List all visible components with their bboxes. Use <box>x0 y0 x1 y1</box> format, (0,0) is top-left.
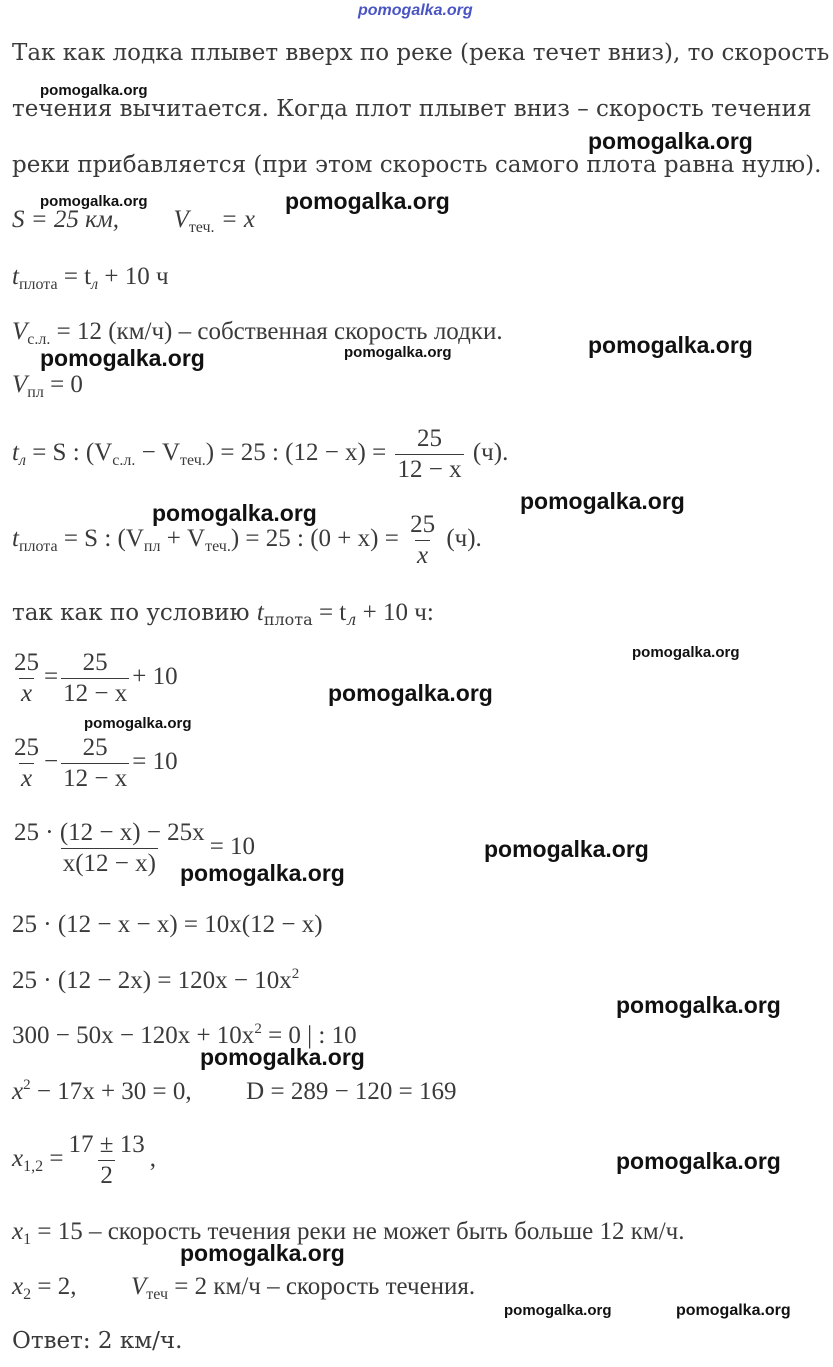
t-subscript: плота <box>18 538 58 556</box>
t-plota-line <box>12 262 169 292</box>
watermark: pomogalka.org <box>484 836 649 862</box>
denominator: x(12 − x) <box>62 850 156 877</box>
watermark: pomogalka.org <box>588 128 753 154</box>
watermark: pomogalka.org <box>504 1302 612 1319</box>
equation-body: 300 − 50x − 120x + 10x <box>12 1022 255 1049</box>
numerator: 25 <box>14 649 39 676</box>
v-boat-line <box>12 317 503 347</box>
condition-eq: = t <box>312 599 347 626</box>
fraction <box>12 733 41 794</box>
v-symbol: V <box>173 206 189 233</box>
formula-part: ) = 25 : (12 − x) = <box>205 439 387 467</box>
x-symbol: x <box>12 1078 24 1105</box>
t-symbol: t <box>256 599 264 626</box>
t-subscript: л <box>18 452 26 470</box>
t-symbol: t <box>12 263 19 290</box>
t-symbol: t <box>12 525 19 553</box>
watermark: pomogalka.org <box>40 82 148 99</box>
x-subscript: 1 <box>23 1231 32 1248</box>
t-subscript-2: л <box>346 610 357 629</box>
numerator: 25 <box>417 425 443 452</box>
t-equals: = t <box>57 263 92 290</box>
equation-tail: + 10 <box>132 663 178 691</box>
root-2-text: = 2 км/ч – скорость течения. <box>168 1273 476 1300</box>
exponent: 2 <box>254 1021 262 1037</box>
numerator: 25 <box>410 511 436 538</box>
v-subscript: теч <box>146 1286 168 1303</box>
equation-tail: = 10 <box>132 748 178 776</box>
equation-4: 25 · (12 − x − x) = 10x(12 − x) <box>12 911 323 938</box>
formula-subscript: с.л. <box>112 452 136 470</box>
watermark: pomogalka.org <box>180 860 345 886</box>
given-v-value: = x <box>214 206 256 233</box>
formula-part: = S : (V <box>25 439 113 467</box>
intro-line-2: течения вычитается. Когда плот плывет вниз – скорость течения <box>12 96 812 122</box>
v-subscript: пл <box>27 384 44 401</box>
numerator: 25 <box>82 649 108 676</box>
denominator: 2 <box>100 1162 113 1189</box>
v-raft-line <box>12 370 83 400</box>
x-subscript: 1,2 <box>23 1158 44 1176</box>
root-1-text: = 15 – скорость течения реки не может быть больше 12 км/ч. <box>31 1218 685 1245</box>
equation-5 <box>12 966 299 996</box>
comma: , <box>149 1145 156 1173</box>
denominator: 12 − x <box>63 680 128 707</box>
formula-part: ) = 25 : (0 + x) = <box>230 525 399 553</box>
formula-subscript: пл <box>143 538 161 556</box>
intro-line-1: Так как лодка плывет вверх по реке (река течет вниз), то скорость <box>12 40 830 66</box>
fraction <box>12 648 41 709</box>
denominator: 12 − x <box>63 765 128 792</box>
minus: − <box>44 748 59 776</box>
watermark: pomogalka.org <box>84 715 192 732</box>
root-1-line <box>12 1217 685 1247</box>
v-raft-value: = 0 <box>43 371 83 398</box>
fraction <box>66 1130 146 1191</box>
t-boat-formula <box>12 424 508 485</box>
unit: (ч). <box>440 525 482 553</box>
fraction <box>408 510 437 571</box>
watermark: pomogalka.org <box>616 992 781 1018</box>
header-watermark: pomogalka.org <box>358 2 473 19</box>
v-boat-text: = 12 (км/ч) – собственная скорость лодки. <box>50 318 503 345</box>
equation-1 <box>12 648 178 709</box>
denominator: x <box>417 542 429 569</box>
formula-subscript: теч. <box>205 538 231 556</box>
v-symbol: V <box>130 1273 147 1300</box>
numerator: 25 <box>14 734 39 761</box>
fraction <box>12 818 207 879</box>
equation-body: − 17x + 30 = 0, <box>30 1078 192 1105</box>
t-tail: + 10 ч <box>98 263 169 290</box>
watermark: pomogalka.org <box>40 345 205 371</box>
t-subscript: плота <box>18 276 58 293</box>
watermark: pomogalka.org <box>588 332 753 358</box>
x-subscript: 2 <box>23 1286 32 1303</box>
watermark: pomogalka.org <box>344 344 452 361</box>
x-symbol: x <box>12 1218 24 1245</box>
unit: (ч). <box>466 439 509 467</box>
v-symbol: V <box>12 318 28 345</box>
root-2-line <box>12 1272 475 1302</box>
formula-part: + V <box>160 525 206 553</box>
exponent: 2 <box>291 966 300 982</box>
watermark: pomogalka.org <box>632 644 740 661</box>
discriminant: D = 289 − 120 = 169 <box>246 1078 457 1105</box>
equation-tail: = 10 <box>209 833 256 861</box>
watermark: pomogalka.org <box>676 1302 791 1319</box>
x-symbol: x <box>12 1273 24 1300</box>
equation-body: 25 · (12 − 2x) = 120x − 10x <box>12 967 292 994</box>
x-symbol: x <box>12 1145 24 1173</box>
equals: = <box>43 1145 64 1173</box>
fraction <box>395 424 463 485</box>
equals: = <box>44 663 59 691</box>
watermark: pomogalka.org <box>152 500 317 526</box>
equation-2 <box>12 733 178 794</box>
watermark: pomogalka.org <box>616 1148 781 1174</box>
given-s: S = 25 км, <box>12 206 120 233</box>
v-symbol: V <box>12 371 28 398</box>
t-subscript: плота <box>263 610 313 629</box>
fraction <box>61 733 129 794</box>
intro-line-3: реки прибавляется (при этом скорость самого плота равна нулю). <box>12 152 822 178</box>
numerator: 25 · (12 − x) − 25x <box>14 819 205 846</box>
denominator: x <box>20 765 33 792</box>
denominator: x <box>20 680 33 707</box>
equation-7 <box>12 1077 457 1107</box>
watermark: pomogalka.org <box>520 488 685 514</box>
watermark: pomogalka.org <box>200 1044 365 1070</box>
watermark: pomogalka.org <box>180 1240 345 1266</box>
watermark: pomogalka.org <box>285 188 450 214</box>
condition-line <box>12 598 434 628</box>
watermark: pomogalka.org <box>328 680 493 706</box>
v-subscript: с.л. <box>27 331 51 348</box>
t-subscript-2: л <box>91 276 99 293</box>
root-2-value: = 2, <box>31 1273 77 1300</box>
exponent: 2 <box>23 1077 31 1093</box>
watermark: pomogalka.org <box>40 193 148 210</box>
denominator: 12 − x <box>397 456 462 483</box>
fraction <box>61 648 129 709</box>
equation-tail: = 0 | : 10 <box>261 1022 357 1049</box>
numerator: 25 <box>82 734 108 761</box>
condition-text: так как по условию <box>12 600 257 626</box>
condition-tail: + 10 ч: <box>356 599 434 626</box>
formula-part: − V <box>135 439 181 467</box>
formula-part: = S : (V <box>57 525 144 553</box>
t-symbol: t <box>12 439 19 467</box>
answer: Ответ: 2 км/ч. <box>12 1328 183 1354</box>
v-subscript: теч. <box>188 219 215 236</box>
formula-subscript: теч. <box>180 452 206 470</box>
equation-8 <box>12 1130 156 1191</box>
numerator: 17 ± 13 <box>68 1131 145 1158</box>
